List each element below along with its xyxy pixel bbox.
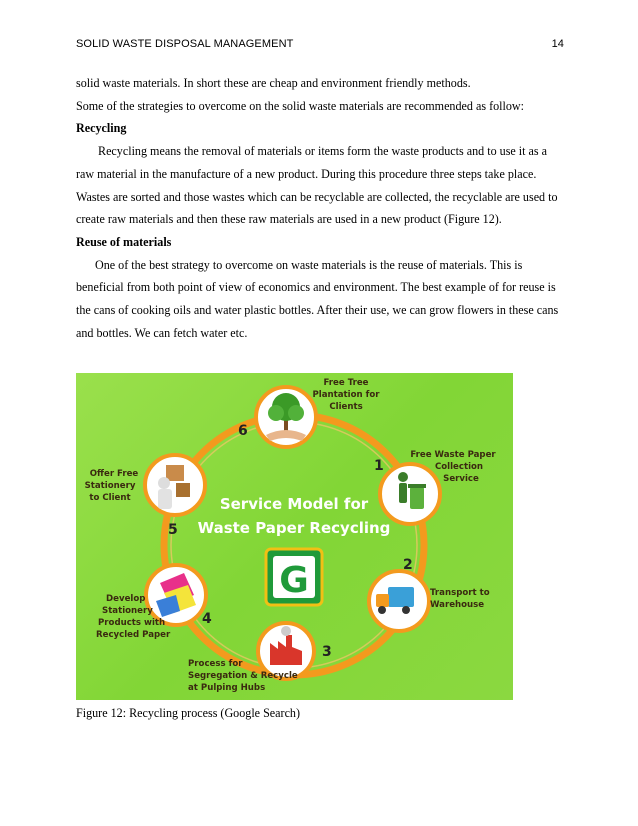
paragraph: Some of the strategies to overcome on the solid waste materials are recommended as follow: [76, 98, 525, 113]
paragraph-recycling: Recycling means the removal of materials or items form the waste products and to use it as a raw material in the manufacture of a new product. During this procedure three steps take place. Wastes are sorted and those wastes which can be recyclable are collected, the recyclable are used to create raw materials and then these raw materials are used in a new product (Figure 12). [76, 144, 558, 227]
step-label-3-line2: Segregation & Recycle [188, 671, 298, 681]
recycle-bin-person-icon [380, 464, 440, 524]
step-number-2: 2 [403, 557, 413, 573]
center-title-1: Service Model for [219, 495, 369, 513]
step-label-6-line1: Free Tree [323, 378, 369, 388]
step-label-6-line3: Clients [329, 402, 363, 412]
paragraph: solid waste materials. In short these are cheap and environment friendly methods. [76, 76, 471, 90]
delivery-person-icon [145, 455, 205, 515]
step-label-4-line3: Products with [98, 618, 166, 628]
step-label-5-line1: Offer Free [89, 469, 139, 479]
figure-graphic [76, 373, 513, 700]
step-label-3-line1: Process for [188, 659, 243, 669]
step-number-1: 1 [374, 458, 384, 474]
page-number: 14 [551, 38, 564, 50]
truck-icon [369, 571, 429, 631]
step-label-1-line2: Collection [434, 462, 484, 472]
document-body [76, 72, 564, 344]
step-label-2-line1: Transport to [430, 588, 490, 598]
tree-in-hands-icon [256, 387, 316, 447]
step-label-1-line3: Service [443, 474, 479, 484]
logo-icon [266, 549, 322, 605]
step-label-6-line2: Plantation for [312, 390, 380, 400]
logo-letter: G [279, 560, 309, 601]
step-number-6: 6 [238, 423, 248, 439]
step-label-4-line4: Recycled Paper [96, 630, 171, 640]
step-label-5-line2: Stationery [84, 481, 136, 491]
header-title: SOLID WASTE DISPOSAL MANAGEMENT [76, 38, 294, 50]
section-heading-reuse: Reuse of materials [76, 234, 172, 249]
step-number-5: 5 [168, 522, 178, 538]
step-label-5-line3: to Client [89, 493, 131, 503]
figure-caption: Figure 12: Recycling process (Google Search) [76, 706, 301, 720]
section-heading-recycling: Recycling [76, 121, 127, 136]
page-header [76, 38, 564, 50]
center-title-2: Waste Paper Recycling [197, 519, 391, 537]
paragraph-reuse: One of the best strategy to overcome on waste materials is the reuse of materials. This is beneficial from both point of view of economics and environment. The best example of for reuse is the cans of cooking oils and water plastic bottles. After their use, we can grow flowers in these cans and bottles. We can fetch water etc. [76, 257, 559, 340]
step-label-1-line1: Free Waste Paper [410, 450, 496, 460]
step-label-3-line3: at Pulping Hubs [188, 683, 266, 693]
step-label-2-line2: Warehouse [430, 600, 485, 610]
stationery-icon [146, 565, 206, 625]
step-number-4: 4 [202, 611, 212, 627]
recycling-figure [76, 373, 513, 700]
step-label-4-line2: Stationery [102, 606, 153, 616]
step-label-4-line1: Develop [106, 594, 146, 604]
step-number-3: 3 [322, 644, 332, 660]
